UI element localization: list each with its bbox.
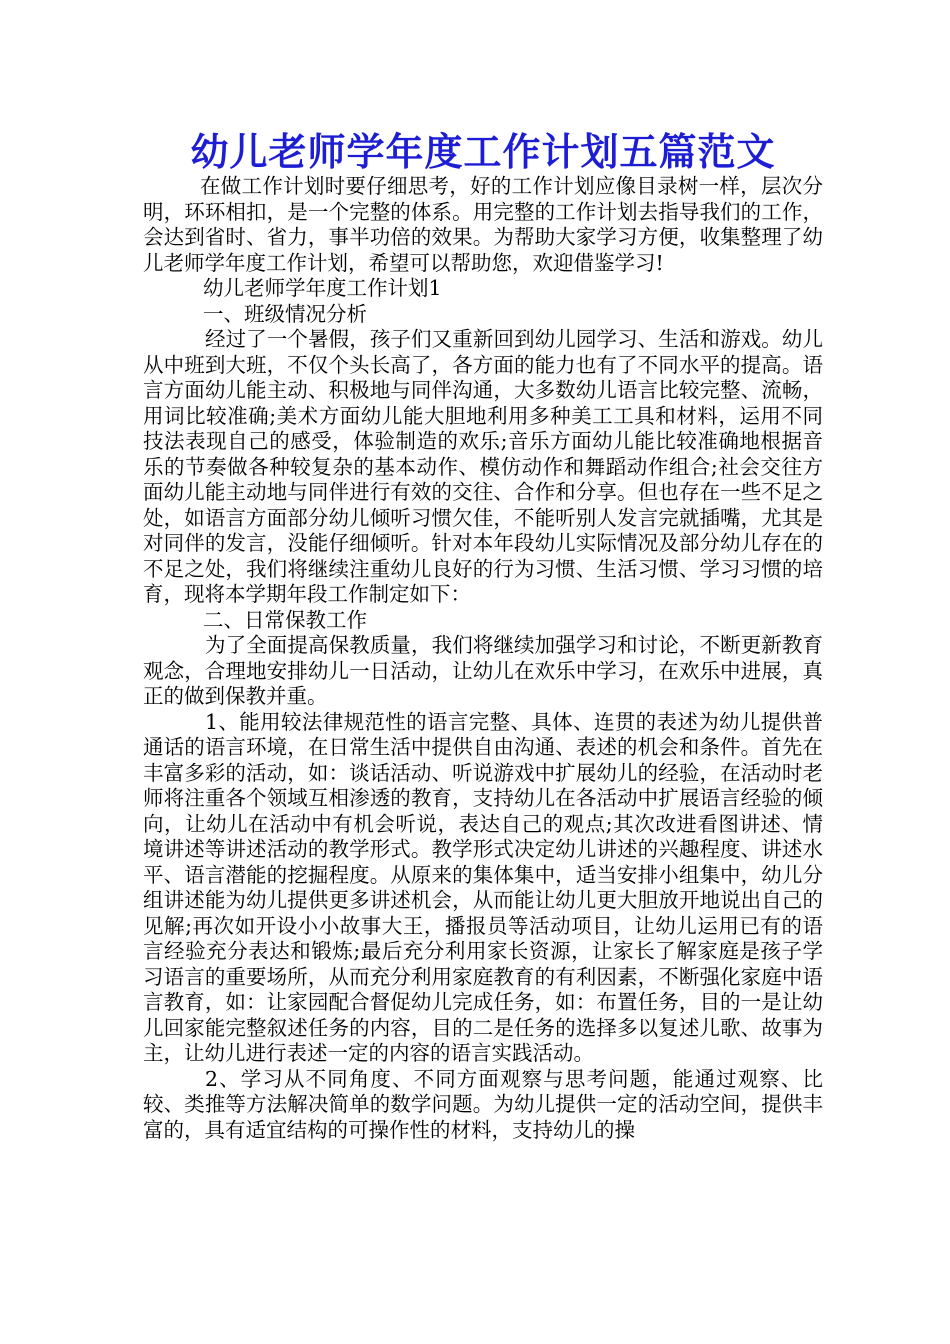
section-heading-daily-care: 二、日常保教工作	[203, 607, 367, 632]
body-paragraph-class-analysis: 经过了一个暑假，孩子们又重新回到幼儿园学习、生活和游戏。幼儿从中班到大班，不仅个头长高了，各方面的能力也有了不同水平的提高。语言方面幼儿能主动、积极地与同伴沟通，大多数幼儿语言比较完整、流畅，用词比较准确;美术方面幼儿能大胆地利用多种美工工具和材料，运用不同技法表现自己的感受，体验制造的欢乐;音乐方面幼儿能比较准确地根据音乐的节奏做各种较复杂的基本动作、模仿动作和舞蹈动作组合;社会交往方面幼儿能主动地与同伴进行有效的交往、合作和分享。但也存在一些不足之处，如语言方面部分幼儿倾听习惯欠佳，不能听别人发言完就插嘴，尤其是对同伴的发言，没能仔细倾听。针对本年段幼儿实际情况及部分幼儿存在的不足之处，我们将继续注重幼儿良好的行为习惯、生活习惯、学习习惯的培育，现将本学期年段工作制定如下：	[143, 327, 823, 606]
section-heading-class-analysis: 一、班级情况分析	[203, 301, 367, 326]
body-paragraph-item-2: 2、学习从不同角度、不同方面观察与思考问题，能通过观察、比较、类推等方法解决简单的数学问题。为幼儿提供一定的活动空间，提供丰富的，具有适宜结构的可操作性的材料，支持幼儿的操	[143, 1066, 823, 1142]
body-paragraph-daily-care: 为了全面提高保教质量，我们将继续加强学习和讨论，不断更新教育观念，合理地安排幼儿一日活动，让幼儿在欢乐中学习，在欢乐中进展，真正的做到保教并重。	[143, 633, 823, 708]
intro-paragraph: 在做工作计划时要仔细思考，好的工作计划应像目录树一样，层次分明，环环相扣，是一个完整的体系。用完整的工作计划去指导我们的工作，会达到省时、省力，事半功倍的效果。为帮助大家学习方便，收集整理了幼儿老师学年度工作计划，希望可以帮助您，欢迎借鉴学习!	[143, 174, 823, 275]
plan-heading: 幼儿老师学年度工作计划1	[203, 276, 442, 300]
document-title: 幼儿老师学年度工作计划五篇范文	[190, 129, 776, 174]
document-page	[143, 128, 823, 1143]
body-paragraph-item-1: 1、能用较法律规范性的语言完整、具体、连贯的表述为幼儿提供普通话的语言环境，在日常生活中提供自由沟通、表述的机会和条件。首先在丰富多彩的活动，如：谈话活动、听说游戏中扩展幼儿的经验，在活动时老师将注重各个领域互相渗透的教育，支持幼儿在各活动中扩展语言经验的倾向，让幼儿在活动中有机会听说，表达自己的观点;其次改进看图讲述、情境讲述等讲述活动的教学形式。教学形式决定幼儿讲述的兴趣程度、讲述水平、语言潜能的挖掘程度。从原来的集体集中，适当安排小组集中，幼儿分组讲述能为幼儿提供更多讲述机会，从而能让幼儿更大胆放开地说出自己的见解;再次如开设小小故事大王，播报员等活动项目，让幼儿运用已有的语言经验充分表达和锻炼;最后充分利用家长资源，让家长了解家庭是孩子学习语言的重要场所，从而充分利用家庭教育的有利因素，不断强化家庭中语言教育，如：让家园配合督促幼儿完成任务，如：布置任务，目的一是让幼儿回家能完整叙述任务的内容，目的二是任务的选择多以复述儿歌、故事为主，让幼儿进行表述一定的内容的语言实践活动。	[143, 709, 823, 1065]
